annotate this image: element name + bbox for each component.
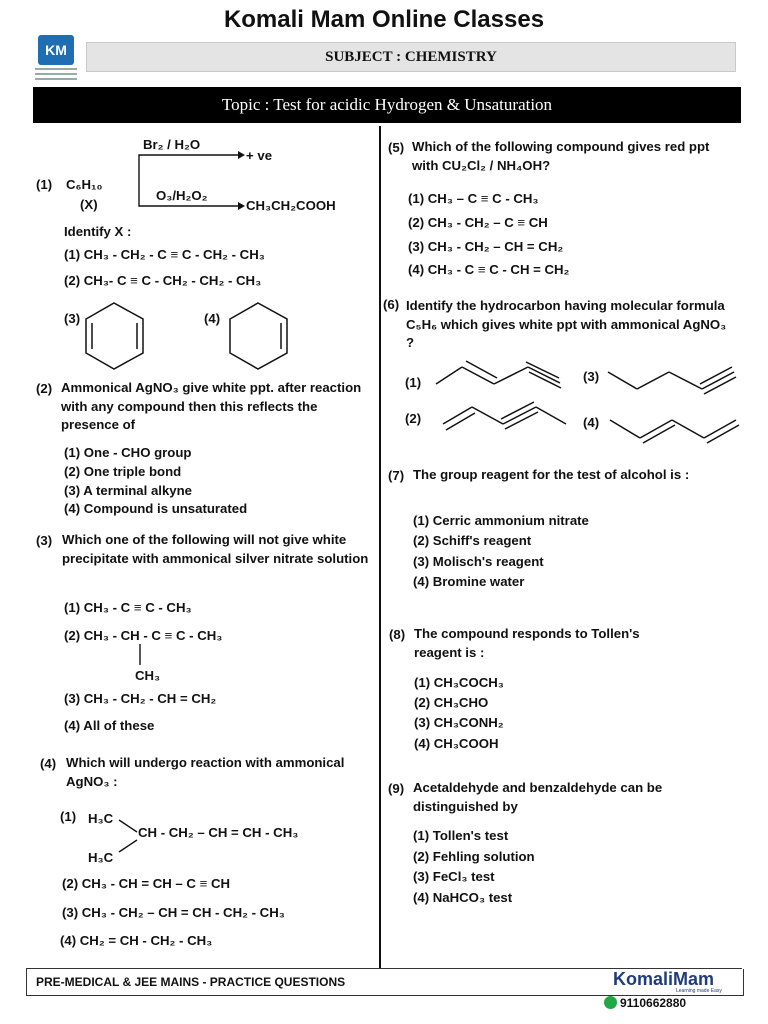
- q6-option-3: (3): [583, 369, 600, 384]
- q8-number: (8): [389, 627, 406, 642]
- q2-option-1: (1) One - CHO group: [64, 445, 192, 460]
- q5-question-text: Which of the following compound gives red ppt with CU₂Cl₂ / NH₄OH?: [412, 139, 710, 173]
- q9-option-1: (1) Tollen's test: [413, 828, 509, 843]
- whatsapp-icon: [604, 996, 617, 1009]
- page-title: Komali Mam Online Classes: [223, 6, 545, 33]
- q1-compound: C₆H₁₀: [66, 177, 103, 192]
- q1-option-2: (2) CH₃- C ≡ C - CH₂ - CH₂ - CH₃: [64, 273, 262, 288]
- q6-option-3-structure: [608, 367, 736, 394]
- q5-option-3: (3) CH₃ - CH₂ – CH = CH₂: [408, 239, 564, 254]
- q5-option-1: (1) CH₃ – C ≡ C - CH₃: [408, 191, 539, 206]
- q6-skeletal-structures: [0, 0, 768, 460]
- q7-number: (7): [388, 468, 405, 483]
- brand-name: KomaliMam: [613, 969, 715, 989]
- q7-option-4: (4) Bromine water: [413, 574, 525, 589]
- q4-option-1-main-chain: CH - CH₂ – CH = CH - CH₃: [138, 825, 299, 840]
- q3-question-text: Which one of the following will not give white precipitate with ammonical silver nitrate solution: [62, 532, 369, 566]
- q1-number: (1): [36, 177, 53, 192]
- q2-option-4: (4) Compound is unsaturated: [64, 501, 248, 516]
- q4-option-3: (3) CH₃ - CH₂ – CH = CH - CH₂ - CH₃: [62, 905, 285, 920]
- q3-option-2-branch: CH₃: [135, 668, 161, 683]
- q7-question-text: The group reagent for the test of alcohol is :: [413, 467, 690, 482]
- q1-reagent-top: Br₂ / H₂O: [143, 137, 201, 152]
- q2-option-3: (3) A terminal alkyne: [64, 483, 193, 498]
- q6-option-1-structure: [436, 361, 561, 388]
- footer-caption: PRE-MEDICAL & JEE MAINS - PRACTICE QUESTIONS: [36, 975, 346, 989]
- q4-question-text: Which will undergo reaction with ammonical AgNO₃ :: [66, 755, 345, 789]
- q3-option-1: (1) CH₃ - C ≡ C - CH₃: [64, 600, 192, 615]
- q6-option-2: (2): [405, 411, 422, 426]
- q9-option-4: (4) NaHCO₃ test: [413, 890, 513, 905]
- logo-mark: KM: [38, 35, 74, 65]
- q1-option-3: (3): [64, 311, 81, 326]
- q1-option-1: (1) CH₃ - CH₂ - C ≡ C - CH₂ - CH₃: [64, 247, 265, 262]
- q6-option-4: (4): [583, 415, 600, 430]
- q1-product-bottom: CH₃CH₂COOH: [246, 198, 336, 213]
- q6-question-text: Identify the hydrocarbon having molecular formula C₅H₆ which gives white ppt with ammonical AgNO₃ ?: [406, 298, 727, 351]
- q9-option-2: (2) Fehling solution: [413, 849, 535, 864]
- q1-product-top: + ve: [246, 148, 273, 163]
- q4-option-1-top-group: H₃C: [88, 811, 114, 826]
- q8-option-3: (3) CH₃CONH₂: [414, 715, 504, 730]
- q4-option-2: (2) CH₃ - CH = CH – C ≡ CH: [62, 876, 231, 891]
- q7-option-1: (1) Cerric ammonium nitrate: [413, 513, 589, 528]
- q1-option-4: (4): [204, 311, 221, 326]
- q6-option-4-structure: [610, 420, 739, 443]
- q2-number: (2): [36, 381, 53, 396]
- q5-option-4: (4) CH₃ - C ≡ C - CH = CH₂: [408, 262, 570, 277]
- q1-reagent-bottom: O₃/H₂O₂: [156, 188, 208, 203]
- q1-prompt: Identify X :: [64, 224, 132, 239]
- subject-banner: SUBJECT : CHEMISTRY: [86, 42, 736, 72]
- topic-banner: Topic : Test for acidic Hydrogen & Unsaturation: [33, 87, 741, 123]
- q1-compound-label: (X): [80, 197, 98, 212]
- q6-number: (6): [383, 297, 400, 312]
- q8-option-4: (4) CH₃COOH: [414, 736, 499, 751]
- q7-option-2: (2) Schiff's reagent: [413, 533, 532, 548]
- q4-option-1-number: (1): [60, 809, 77, 824]
- q8-option-1: (1) CH₃COCH₃: [414, 675, 504, 690]
- q5-option-2: (2) CH₃ - CH₂ – C ≡ CH: [408, 215, 548, 230]
- q3-number: (3): [36, 533, 53, 548]
- q3-option-4: (4) All of these: [64, 718, 155, 733]
- q4-number: (4): [40, 756, 57, 771]
- q6-option-2-structure: [443, 402, 566, 430]
- q8-question-text: The compound responds to Tollen's reagent is :: [414, 626, 640, 660]
- q6-option-1: (1): [405, 375, 422, 390]
- q3-option-3: (3) CH₃ - CH₂ - CH = CH₂: [64, 691, 217, 706]
- q8-option-2: (2) CH₃CHO: [414, 695, 489, 710]
- q2-question-text: Ammonical AgNO₃ give white ppt. after reaction with any compound then this reflects the presence of: [61, 380, 362, 433]
- q4-option-4: (4) CH₂ = CH - CH₂ - CH₃: [60, 933, 213, 948]
- q9-number: (9): [388, 781, 405, 796]
- q7-option-3: (3) Molisch's reagent: [413, 554, 544, 569]
- q3-option-2: (2) CH₃ - CH - C ≡ C - CH₃: [64, 628, 223, 643]
- q4-option-1-bottom-group: H₃C: [88, 850, 114, 865]
- phone-number: 9110662880: [620, 996, 687, 1010]
- q9-question-text: Acetaldehyde and benzaldehyde can be distinguished by: [413, 780, 663, 814]
- q9-option-3: (3) FeCl₃ test: [413, 869, 495, 884]
- brand-tagline: Learning made Easy: [676, 988, 722, 994]
- q5-number: (5): [388, 140, 405, 155]
- q2-option-2: (2) One triple bond: [64, 464, 182, 479]
